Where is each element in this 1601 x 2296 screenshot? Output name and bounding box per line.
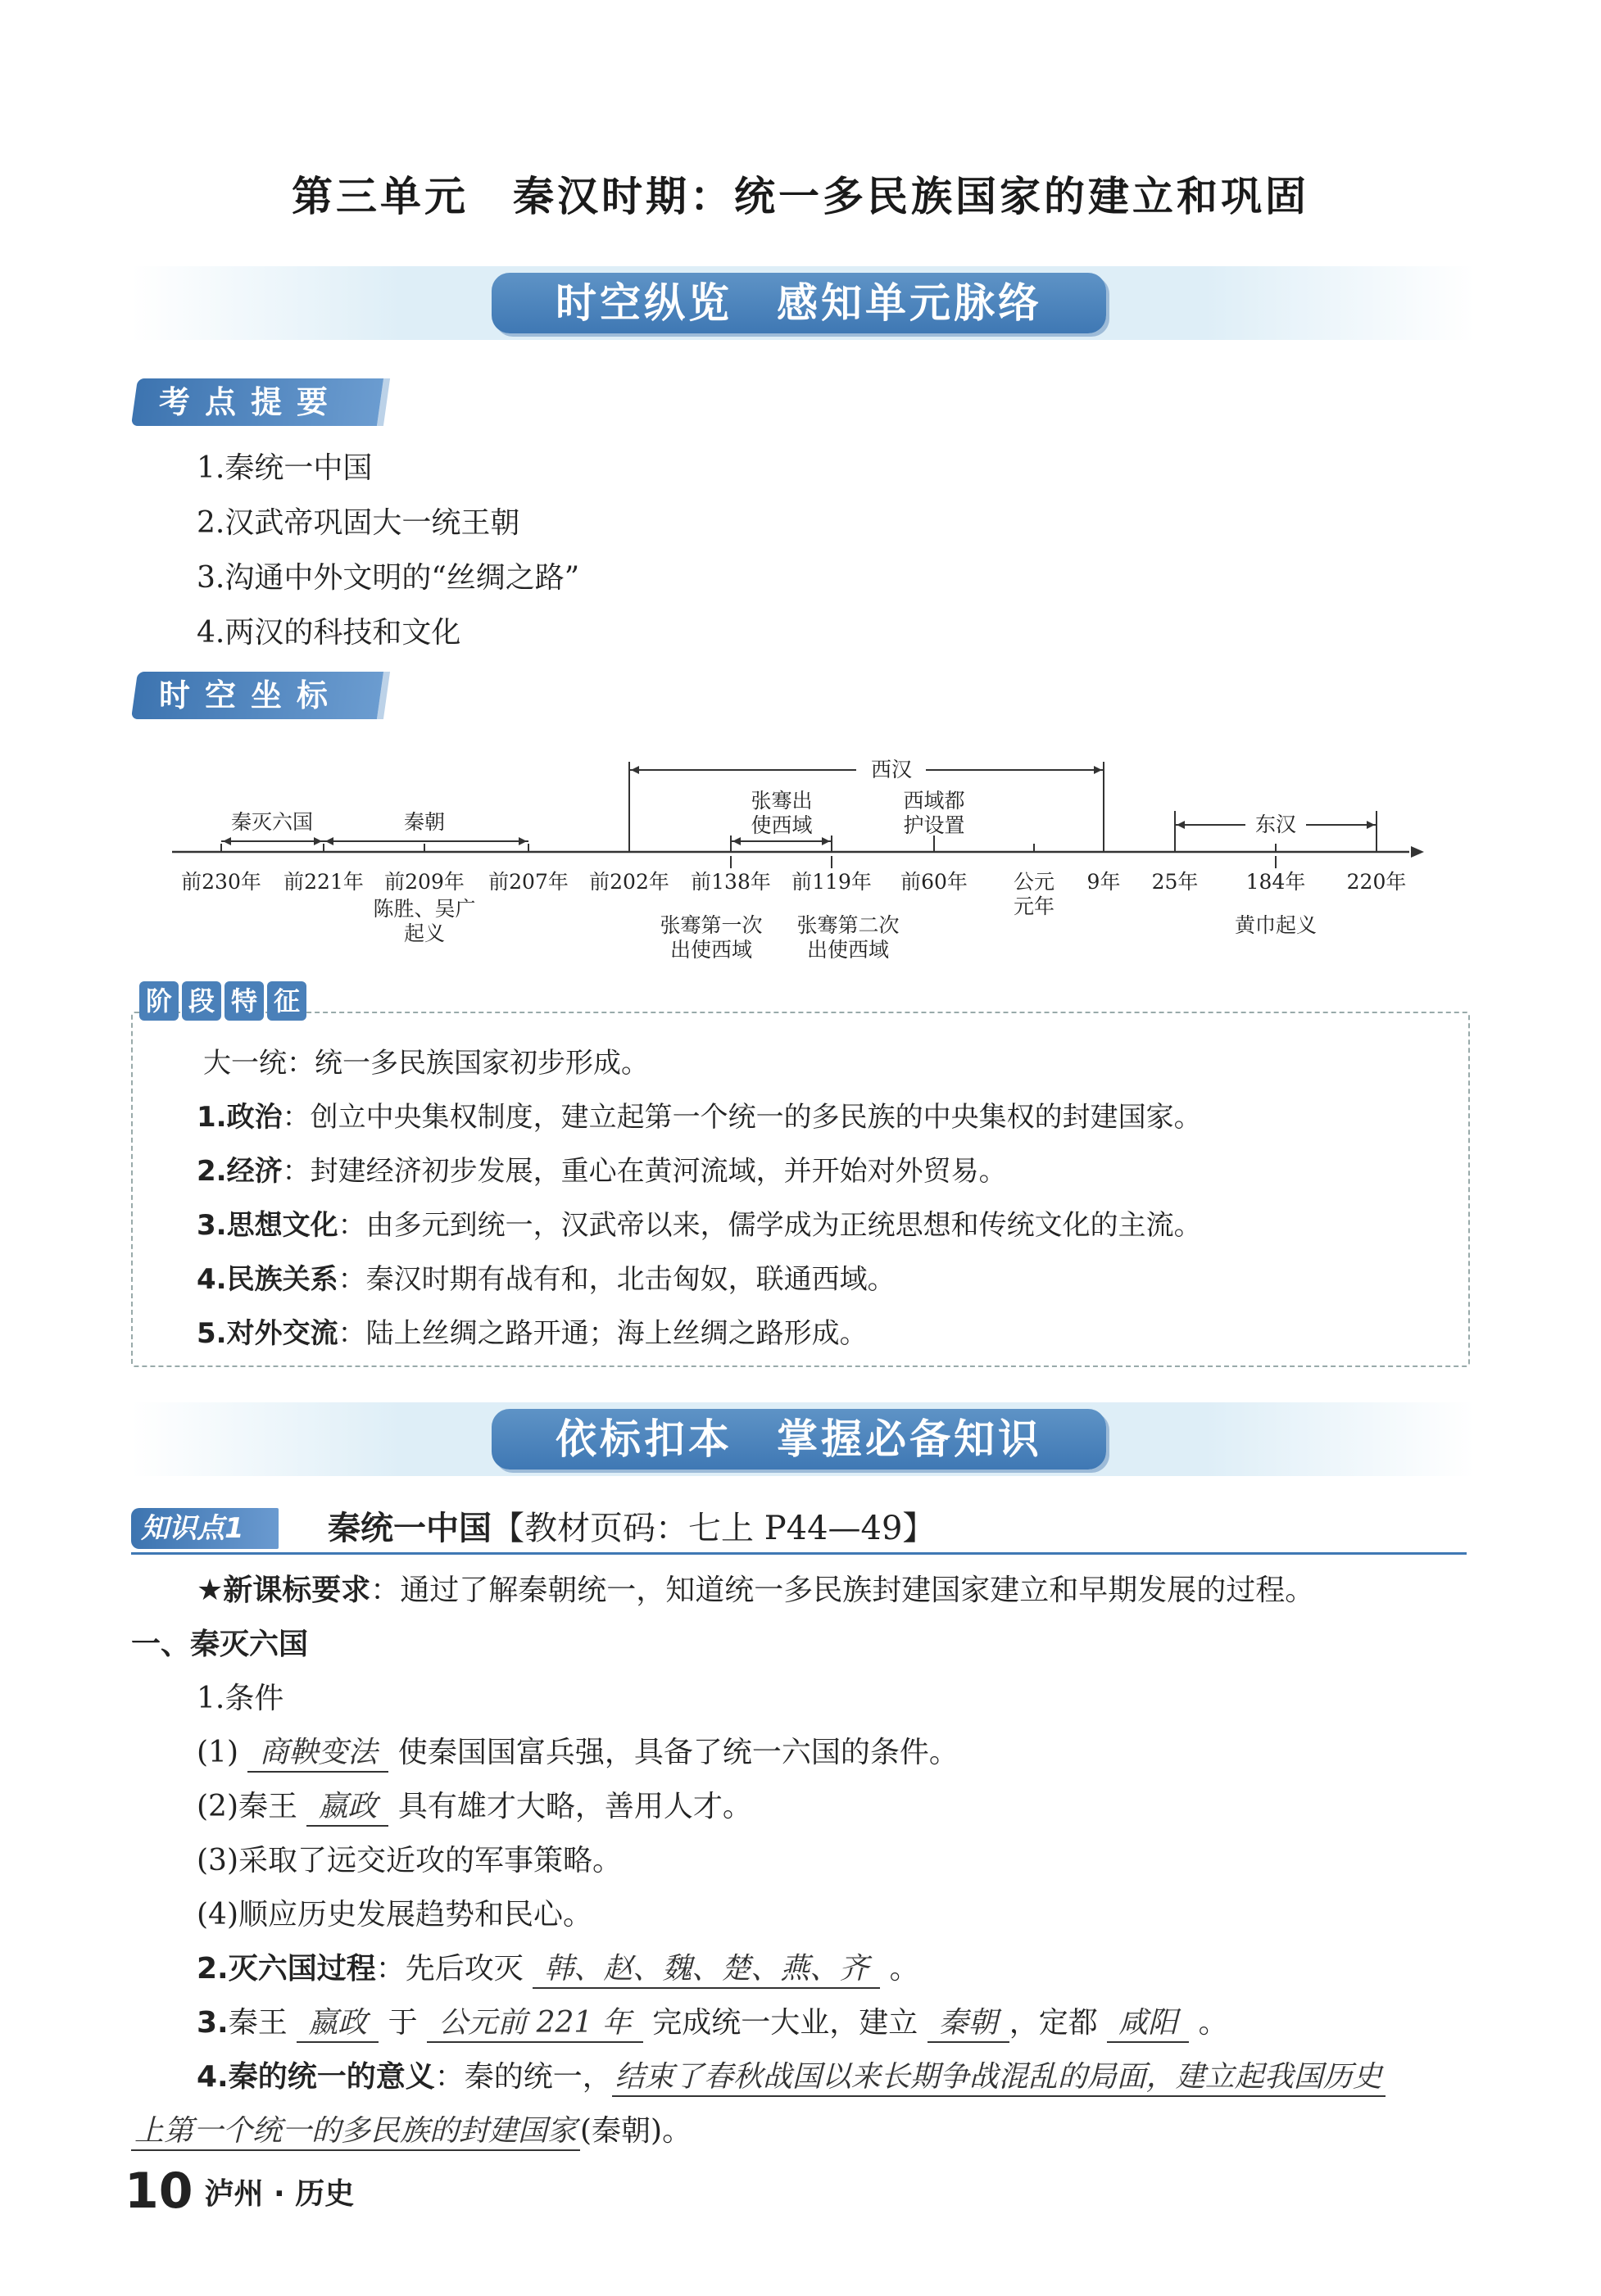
stage-item-foreign: 5.对外交流：陆上丝绸之路开通；海上丝绸之路形成。: [197, 1317, 868, 1350]
knowledge-point-title: 秦统一中国【教材页码：七上 P44—49】: [328, 1510, 936, 1547]
keypoint-1: 1.秦统一中国: [197, 451, 373, 485]
label-xiyu-2: 护设置: [903, 813, 965, 837]
significance-line-1: 4.秦的统一的意义：秦的统一， 结束了春秋战国以来长期争战混乱的局面，建立起我国历史: [197, 2059, 1386, 2097]
tick-label: 前138年: [691, 870, 771, 894]
tick-label: 前119年: [791, 870, 872, 894]
condition-1: (1) 商鞅变法 使秦国国富兵强，具备了统一六国的条件。: [197, 1735, 959, 1773]
tag-stage: 阶 段 特 征: [139, 981, 306, 1021]
tick-label: 9年: [1086, 870, 1121, 894]
stage-item-thought: 3.思想文化：由多元到统一，汉武帝以来，儒学成为正统思想和传统文化的主流。: [197, 1209, 1202, 1242]
answer-blank: 韩、赵、魏、楚、燕、齐: [533, 1951, 880, 1989]
answer-blank: 嬴政: [306, 1789, 388, 1827]
condition-2: (2)秦王 嬴政 具有雄才大略，善用人才。: [197, 1789, 752, 1827]
label-donghan: 东汉: [1254, 813, 1297, 836]
label-zq2-2: 出使西域: [806, 938, 890, 962]
tick-label: 前60年: [900, 870, 968, 894]
tag-keypoints: 考点提要: [131, 378, 383, 426]
label-zq1-2: 出使西域: [669, 938, 753, 962]
tick-label: 前202年: [589, 870, 669, 894]
banner-knowledge-label: 依标扣本 掌握必备知识: [492, 1409, 1106, 1470]
label-qin-mie-liuguo: 秦灭六国: [230, 810, 314, 834]
label-zhangqian-top-2: 使西域: [751, 813, 813, 837]
stage-item-ethnic: 4.民族关系：秦汉时期有战有和，北击匈奴，联通西域。: [197, 1263, 896, 1296]
tick-label: 25年: [1151, 870, 1199, 894]
label-zq1-1: 张骞第一次: [660, 913, 763, 937]
banner-overview-label: 时空纵览 感知单元脉络: [492, 273, 1106, 333]
answer-blank: 上第一个统一的多民族的封建国家: [131, 2113, 580, 2151]
answer-blank: 商鞅变法: [247, 1735, 388, 1773]
timeline: [0, 737, 1601, 983]
tick-label: 220年: [1346, 870, 1407, 894]
keypoint-2: 2.汉武帝巩固大一统王朝: [197, 506, 520, 540]
knowledge-point-tag: 知识点1: [131, 1508, 279, 1549]
condition-4: (4)顺应历史发展趋势和民心。: [197, 1898, 592, 1931]
standard-requirement: ★新课标要求：通过了解秦朝统一，知道统一多民族封建国家建立和早期发展的过程。: [197, 1574, 1315, 1607]
answer-blank: 公元前 221 年: [427, 2005, 643, 2043]
banner-knowledge: [131, 1402, 1475, 1476]
section-heading: 一、秦灭六国: [131, 1628, 309, 1661]
footer-text: 泸州 · 历史: [204, 2176, 355, 2211]
tick-label: 前230年: [181, 870, 261, 894]
answer-blank: 秦朝: [927, 2005, 1009, 2043]
tick-label: 前209年: [384, 870, 465, 894]
label-chensheng-1: 陈胜、吴广: [373, 897, 476, 921]
label-xiyu-1: 西域都: [903, 789, 965, 813]
knowledge-point-1-header: [131, 1503, 1467, 1555]
label-zhangqian-top-1: 张骞出: [751, 789, 813, 813]
stage-item-politics: 1.政治：创立中央集权制度，建立起第一个统一的多民族的中央集权的封建国家。: [197, 1101, 1202, 1134]
keypoint-4: 4.两汉的科技和文化: [197, 616, 461, 650]
tick-label: 184年: [1245, 870, 1306, 894]
label-chensheng-2: 起义: [403, 922, 446, 945]
significance-line-2: 上第一个统一的多民族的封建国家 (秦朝)。: [131, 2113, 692, 2151]
conquest-process: 2.灭六国过程：先后攻灭 韩、赵、魏、楚、燕、齐 。: [197, 1951, 919, 1989]
label-qin-chao: 秦朝: [403, 810, 446, 834]
unification: 3.秦王 嬴政 于 公元前 221 年 完成统一大业，建立 秦朝 ，定都 咸阳 。: [197, 2005, 1228, 2043]
answer-blank: 结束了春秋战国以来长期争战混乱的局面，建立起我国历史: [612, 2059, 1386, 2097]
tick-label: 前207年: [488, 870, 569, 894]
tag-timeline: 时空坐标: [131, 672, 383, 719]
label-huangjin: 黄巾起义: [1234, 913, 1318, 937]
tick-label: 公元: [1013, 870, 1055, 894]
tick-label: 前221年: [283, 870, 364, 894]
keypoint-3: 3.沟通中外文明的“丝绸之路”: [197, 561, 580, 595]
label-xihan: 西汉: [870, 758, 913, 781]
label-zq2-1: 张骞第二次: [796, 913, 900, 937]
page-footer: [125, 2162, 354, 2220]
conditions-title: 1.条件: [197, 1682, 284, 1715]
answer-blank: 嬴政: [297, 2005, 379, 2043]
page-number: 10: [125, 2162, 193, 2220]
tick-label: 元年: [1013, 894, 1055, 918]
banner-overview: [131, 266, 1475, 340]
stage-item-economy: 2.经济：封建经济初步发展，重心在黄河流域，并开始对外贸易。: [197, 1155, 1007, 1188]
stage-intro: 大一统：统一多民族国家初步形成。: [203, 1047, 649, 1080]
unit-title: 第三单元 秦汉时期：统一多民族国家的建立和巩固: [292, 173, 1309, 220]
condition-3: (3)采取了远交近攻的军事策略。: [197, 1844, 622, 1877]
answer-blank: 咸阳: [1107, 2005, 1189, 2043]
